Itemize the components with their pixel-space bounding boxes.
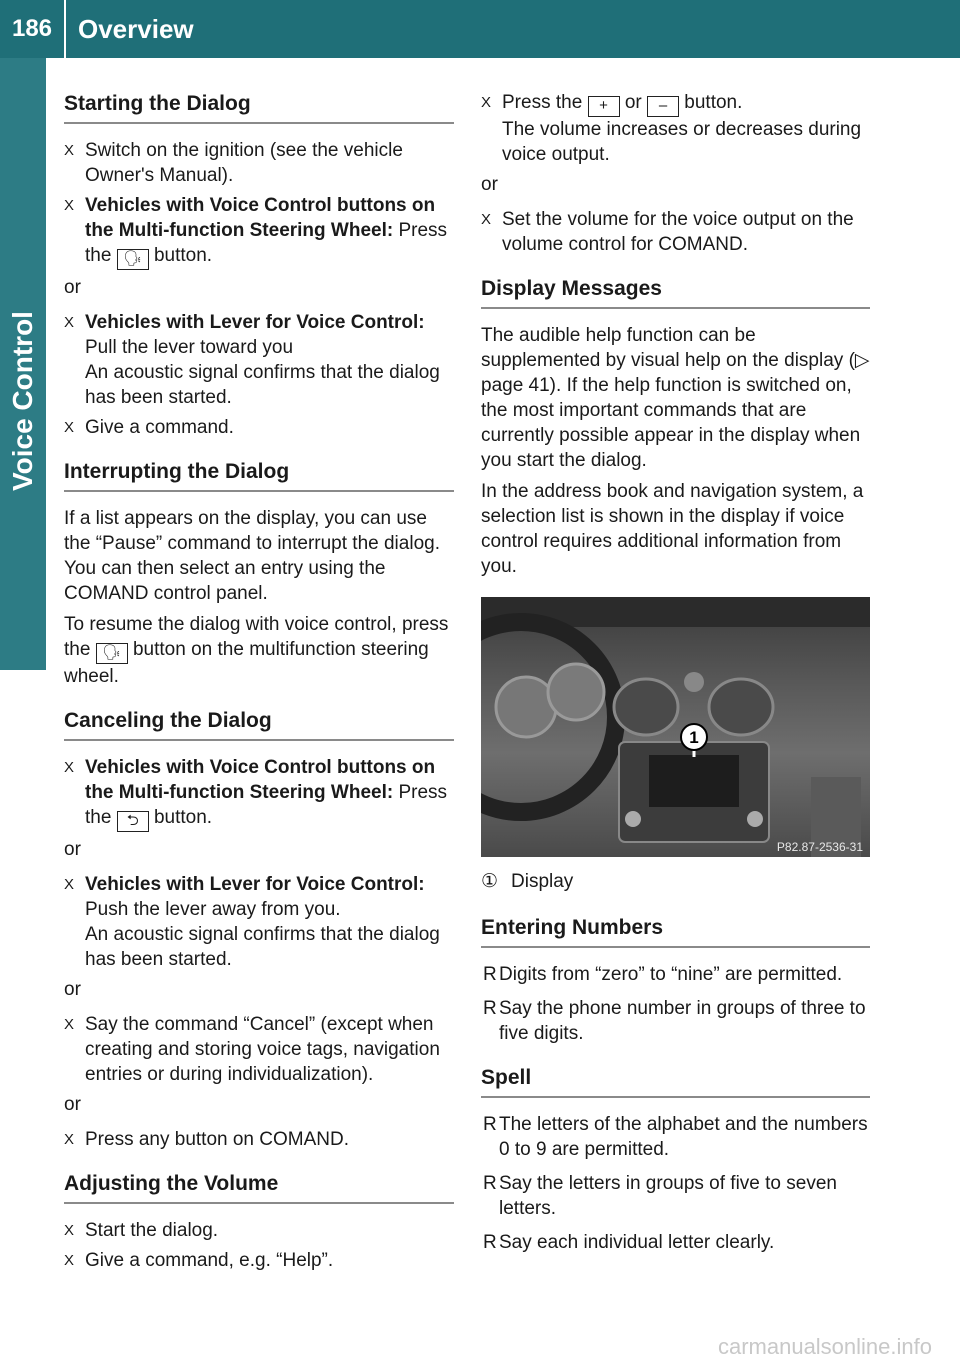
dashboard-illustration	[481, 597, 870, 857]
step-marker-icon: X	[64, 197, 75, 214]
step-text: Pull the lever toward you	[85, 337, 294, 358]
paragraph: The audible help function can be supplemented by visual help on the display (▷ page 41). If the help function is switched on, the most important commands that are currently possible appear in the display when you start the dialog.	[481, 325, 870, 471]
back-icon: ⮌	[117, 811, 149, 832]
bullet-icon: R	[483, 964, 497, 985]
step-marker-icon: X	[64, 1016, 75, 1033]
step-text: Push the lever away from you.	[85, 899, 341, 920]
step-text: Start the dialog.	[85, 1220, 219, 1241]
step-text: button.	[148, 245, 213, 266]
heading-spell: Spell	[481, 1064, 870, 1098]
left-column	[64, 90, 454, 1278]
paragraph: If a list appears on the display, you can use the “Pause” command to interrupt the dialog. You can then select an entry using the COMAND control panel.	[64, 508, 440, 604]
step-marker-icon: X	[64, 876, 75, 893]
dashboard-photo	[481, 597, 870, 857]
list-item-text: The letters of the alphabet and the numbers 0 to 9 are permitted.	[499, 1114, 868, 1160]
callout-number: 1	[689, 728, 699, 747]
step	[481, 207, 870, 257]
step	[64, 1127, 454, 1152]
list-item	[481, 962, 870, 987]
step-text: Say the command “Cancel” (except when creating and storing voice tags, navigation entries or during individualization).	[85, 1014, 440, 1085]
step-marker-icon: X	[481, 211, 492, 228]
right-column	[481, 90, 870, 1264]
step-text: button.	[148, 807, 213, 828]
step-text: The volume increases or decreases during voice output.	[502, 119, 862, 165]
step	[481, 90, 870, 167]
step-marker-icon: X	[64, 314, 75, 331]
heading-entering-numbers: Entering Numbers	[481, 914, 870, 948]
step-text: Press the	[85, 220, 448, 266]
step-bold: Vehicles with Voice Control buttons on the Multi-function Steering Wheel:	[85, 757, 436, 803]
list-item	[481, 1171, 870, 1221]
step-text: An acoustic signal confirms that the dialog has been started.	[85, 924, 440, 970]
bullet-icon: R	[483, 1232, 497, 1253]
or-text: or	[64, 839, 81, 860]
step-bold: Vehicles with Lever for Voice Control:	[85, 312, 425, 333]
watermark: carmanualsonline.info	[717, 1334, 932, 1359]
step-text: Set the volume for the voice output on the volume control for COMAND.	[502, 209, 854, 255]
list-item	[481, 996, 870, 1046]
heading-interrupting: Interrupting the Dialog	[64, 458, 454, 492]
list-item	[481, 1230, 870, 1255]
step-text: Press the	[85, 782, 448, 828]
heading-starting: Starting the Dialog	[64, 90, 454, 124]
step-bold: Vehicles with Lever for Voice Control:	[85, 874, 425, 895]
plus-key-icon: +	[588, 96, 620, 117]
photo-code: P82.87-2536-31	[776, 840, 863, 854]
section-title: Overview	[78, 14, 194, 44]
or-text: or	[64, 979, 81, 1000]
step	[64, 1218, 454, 1243]
step-marker-icon: X	[64, 759, 75, 776]
list-item-text: Digits from “zero” to “nine” are permitted.	[499, 964, 843, 985]
minus-key-icon: –	[647, 96, 679, 117]
step-text: or	[619, 92, 647, 113]
step-text: button.	[679, 92, 743, 113]
step	[64, 1012, 454, 1087]
or-text: or	[64, 1094, 81, 1115]
heading-canceling: Canceling the Dialog	[64, 707, 454, 741]
heading-display-messages: Display Messages	[481, 275, 870, 309]
step-text: Press any button on COMAND.	[85, 1129, 349, 1150]
step-text: Give a command.	[85, 417, 234, 438]
talk-icon: 🗣︎	[117, 249, 149, 270]
heading-adjusting: Adjusting the Volume	[64, 1170, 454, 1204]
list-item	[481, 1112, 870, 1162]
step-text: Give a command, e.g. “Help”.	[85, 1250, 334, 1271]
step-marker-icon: X	[64, 142, 75, 159]
step	[64, 138, 454, 188]
paragraph-text: button on the multifunction steering wheel.	[64, 639, 429, 687]
bullet-icon: R	[483, 998, 497, 1019]
step-text: Press the	[502, 92, 588, 113]
caption-number-icon: ①	[481, 871, 499, 892]
step	[64, 1248, 454, 1273]
step	[64, 193, 454, 270]
step	[64, 415, 454, 440]
or-text: or	[64, 277, 81, 298]
list-item-text: Say each individual letter clearly.	[499, 1232, 775, 1253]
step-text: Switch on the ignition (see the vehicle Owner's Manual).	[85, 140, 403, 186]
or-text: or	[481, 174, 498, 195]
step-marker-icon: X	[481, 94, 492, 111]
header-divider	[64, 0, 66, 58]
step-marker-icon: X	[64, 1252, 75, 1269]
step-marker-icon: X	[64, 1222, 75, 1239]
header-bar	[0, 0, 960, 58]
step	[64, 310, 454, 410]
step	[64, 872, 454, 972]
side-tab	[0, 58, 46, 670]
caption-text: Display	[511, 871, 574, 892]
page-number: 186	[11, 15, 53, 42]
list-item-text: Say the letters in groups of five to seven letters.	[499, 1173, 837, 1219]
bullet-icon: R	[483, 1114, 497, 1135]
step-bold: Vehicles with Voice Control buttons on the Multi-function Steering Wheel:	[85, 195, 436, 241]
step-marker-icon: X	[64, 1131, 75, 1148]
talk-icon: 🗣︎	[96, 643, 128, 664]
step-text: An acoustic signal confirms that the dialog has been started.	[85, 362, 440, 408]
figure-caption	[481, 869, 870, 894]
bullet-icon: R	[483, 1173, 497, 1194]
paragraph	[64, 612, 454, 689]
step	[64, 755, 454, 832]
paragraph: In the address book and navigation system, a selection list is shown in the display if voice control requires additional information from you.	[481, 481, 864, 577]
list-item-text: Say the phone number in groups of three to five digits.	[499, 998, 866, 1044]
paragraph-text: To resume the dialog with voice control, press the	[64, 614, 449, 660]
side-tab-label: Voice Control	[7, 311, 38, 491]
step-marker-icon: X	[64, 419, 75, 436]
